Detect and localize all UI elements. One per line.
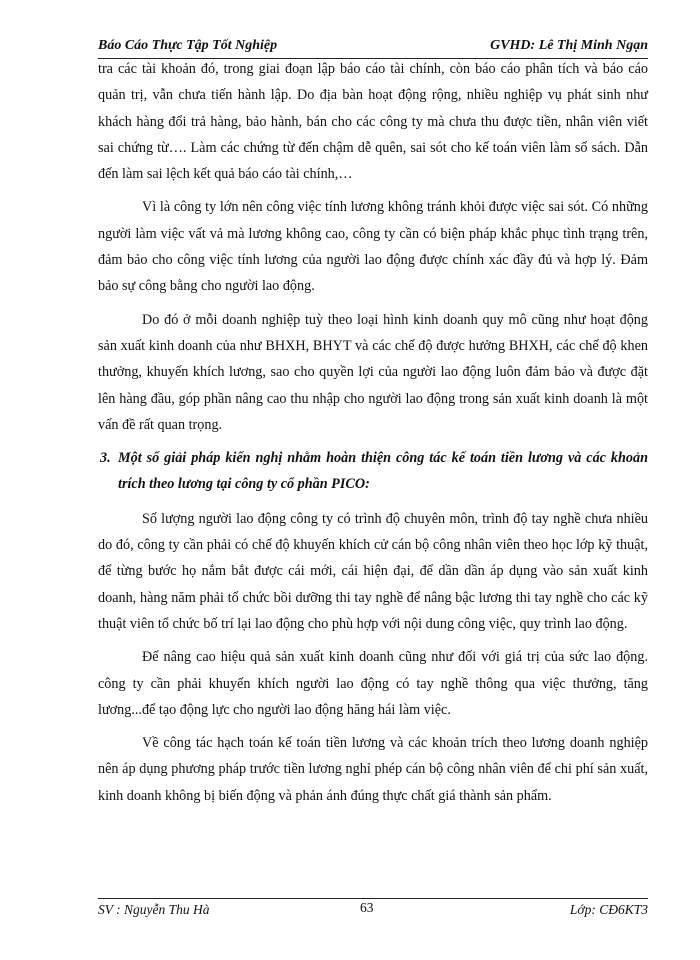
paragraph-1: tra các tài khoản đó, trong giai đoạn lập báo cáo tài chính, còn báo cáo phân tích và báo cáo quản trị, vẫn chưa tiến hành lập. Do địa bàn hoạt động rộng, nhiều nghiệp vụ phát sinh như khách hàng đổi trả hàng, bảo hành, bán cho các công ty mà chưa thu được tiền, nhân viên viết sai chứng từ…. Làm các chứng từ đến chậm dễ quên, sai sót cho kế toán viên làm sổ sách. Dẫn đến làm sai lệch kết quả báo cáo tài chính,… bbox=[98, 61, 648, 183]
paragraph-5: Để nâng cao hiệu quả sản xuất kinh doanh cũng như đối với giá trị của sức lao động. công ty cần phải khuyến khích người lao động có tay nghề thông qua việc thưởng, tăng lương...để tạo động lực cho người lao động hăng hái làm việc. bbox=[98, 649, 648, 718]
student-name: SV : Nguyễn Thu Hà bbox=[98, 902, 210, 917]
paragraph-3: Do đó ở mỗi doanh nghiệp tuỳ theo loại hình kinh doanh quy mô cũng như hoạt động sản xuất kinh doanh của như BHXH, BHYT và các chế độ được hưởng BHXH, các chế độ khen thưởng, khuyến khích lương, sao cho quyền lợi của người lao động luôn đảm bảo và được đặt lên hàng đầu, góp phần nâng cao thu nhập cho người lao động trong sản xuất kinh doanh là một vấn đề rất quan trọng. bbox=[98, 311, 648, 433]
page-number: 63 bbox=[360, 900, 374, 915]
section-number: 3. bbox=[100, 450, 111, 467]
paragraph-4: Số lượng người lao động công ty có trình độ chuyên môn, trình độ tay nghề chưa nhiều do đó, công ty cần phải có chế độ khuyến khích cử cán bộ công nhân viên theo học lớp kỹ thuật, để từng bước họ nắm bắt được cái mới, cái hiện đại, để dần dần áp dụng vào sản xuất kinh doanh, hàng năm phải tổ chức bồi dưỡng thi tay nghề để nâng bậc lương thi tay nghề cho các kỹ thuật viên tổ chức bố trí lại lao động cho phù hợp với nội dung công việc, quy trình lao động. bbox=[98, 510, 648, 632]
supervisor-name: GVHD: Lê Thị Minh Ngạn bbox=[490, 38, 648, 53]
paragraph-6: Về công tác hạch toán kế toán tiền lương và các khoản trích theo lương doanh nghiệp nên áp dụng phương pháp trước tiền lương nghỉ phép cán bộ công nhân viên để chi phí sản xuất, kinh doanh không bị biến động và phản ánh đúng thực chất giá thành sản phẩm. bbox=[98, 735, 648, 804]
document-body bbox=[98, 56, 648, 816]
section-heading bbox=[98, 445, 648, 498]
class-code: Lớp: CĐ6KT3 bbox=[569, 902, 648, 917]
section-title: Một số giải pháp kiến nghị nhằm hoàn thiện công tác kế toán tiền lương và các khoản trích theo lương tại công ty cổ phần PICO: bbox=[118, 450, 648, 493]
paragraph-2: Vì là công ty lớn nên công việc tính lương không tránh khỏi được việc sai sót. Có những người làm việc vất vả mà lương không cao, công ty cần có biện pháp khắc phục tình trạng trên, đảm bảo cho công việc tính lương của người lao động được chính xác đầy đủ và hợp lý. Đảm bảo sự công bằng cho người lao động. bbox=[98, 199, 648, 295]
page-footer bbox=[98, 898, 648, 923]
report-title: Báo Cáo Thực Tập Tốt Nghiệp bbox=[98, 38, 278, 53]
